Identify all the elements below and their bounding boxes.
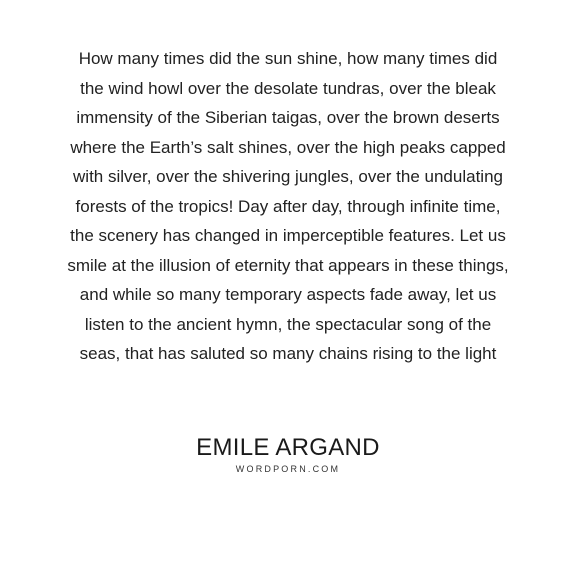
quote-line: the scenery has changed in imperceptible features. Let us	[70, 226, 506, 245]
quote-line: listen to the ancient hymn, the spectacular song of the	[84, 314, 492, 334]
author-name: EMILE ARGAND	[196, 434, 380, 461]
quote-line: How many times did the sun shine, how many times did	[78, 49, 498, 68]
quote-line: where the Earth’s salt shines, over the high peaks capped	[70, 137, 506, 157]
source-site: WORDPORN.COM	[235, 464, 341, 474]
quote-line: and while so many temporary aspects fade away, let us	[79, 285, 497, 304]
quote-line: the wind howl over the desolate tundras, over the bleak	[80, 78, 496, 98]
quote-text	[40, 44, 536, 369]
quote-line: immensity of the Siberian taigas, over the brown deserts	[76, 108, 500, 127]
quote-line: smile at the illusion of eternity that appears in these things,	[67, 255, 509, 275]
quote-line: seas, that has saluted so many chains rising to the light	[79, 344, 497, 363]
quote-line: with silver, over the shivering jungles, over the undulating	[73, 167, 503, 186]
quote-line: forests of the tropics! Day after day, through infinite time,	[75, 196, 501, 216]
